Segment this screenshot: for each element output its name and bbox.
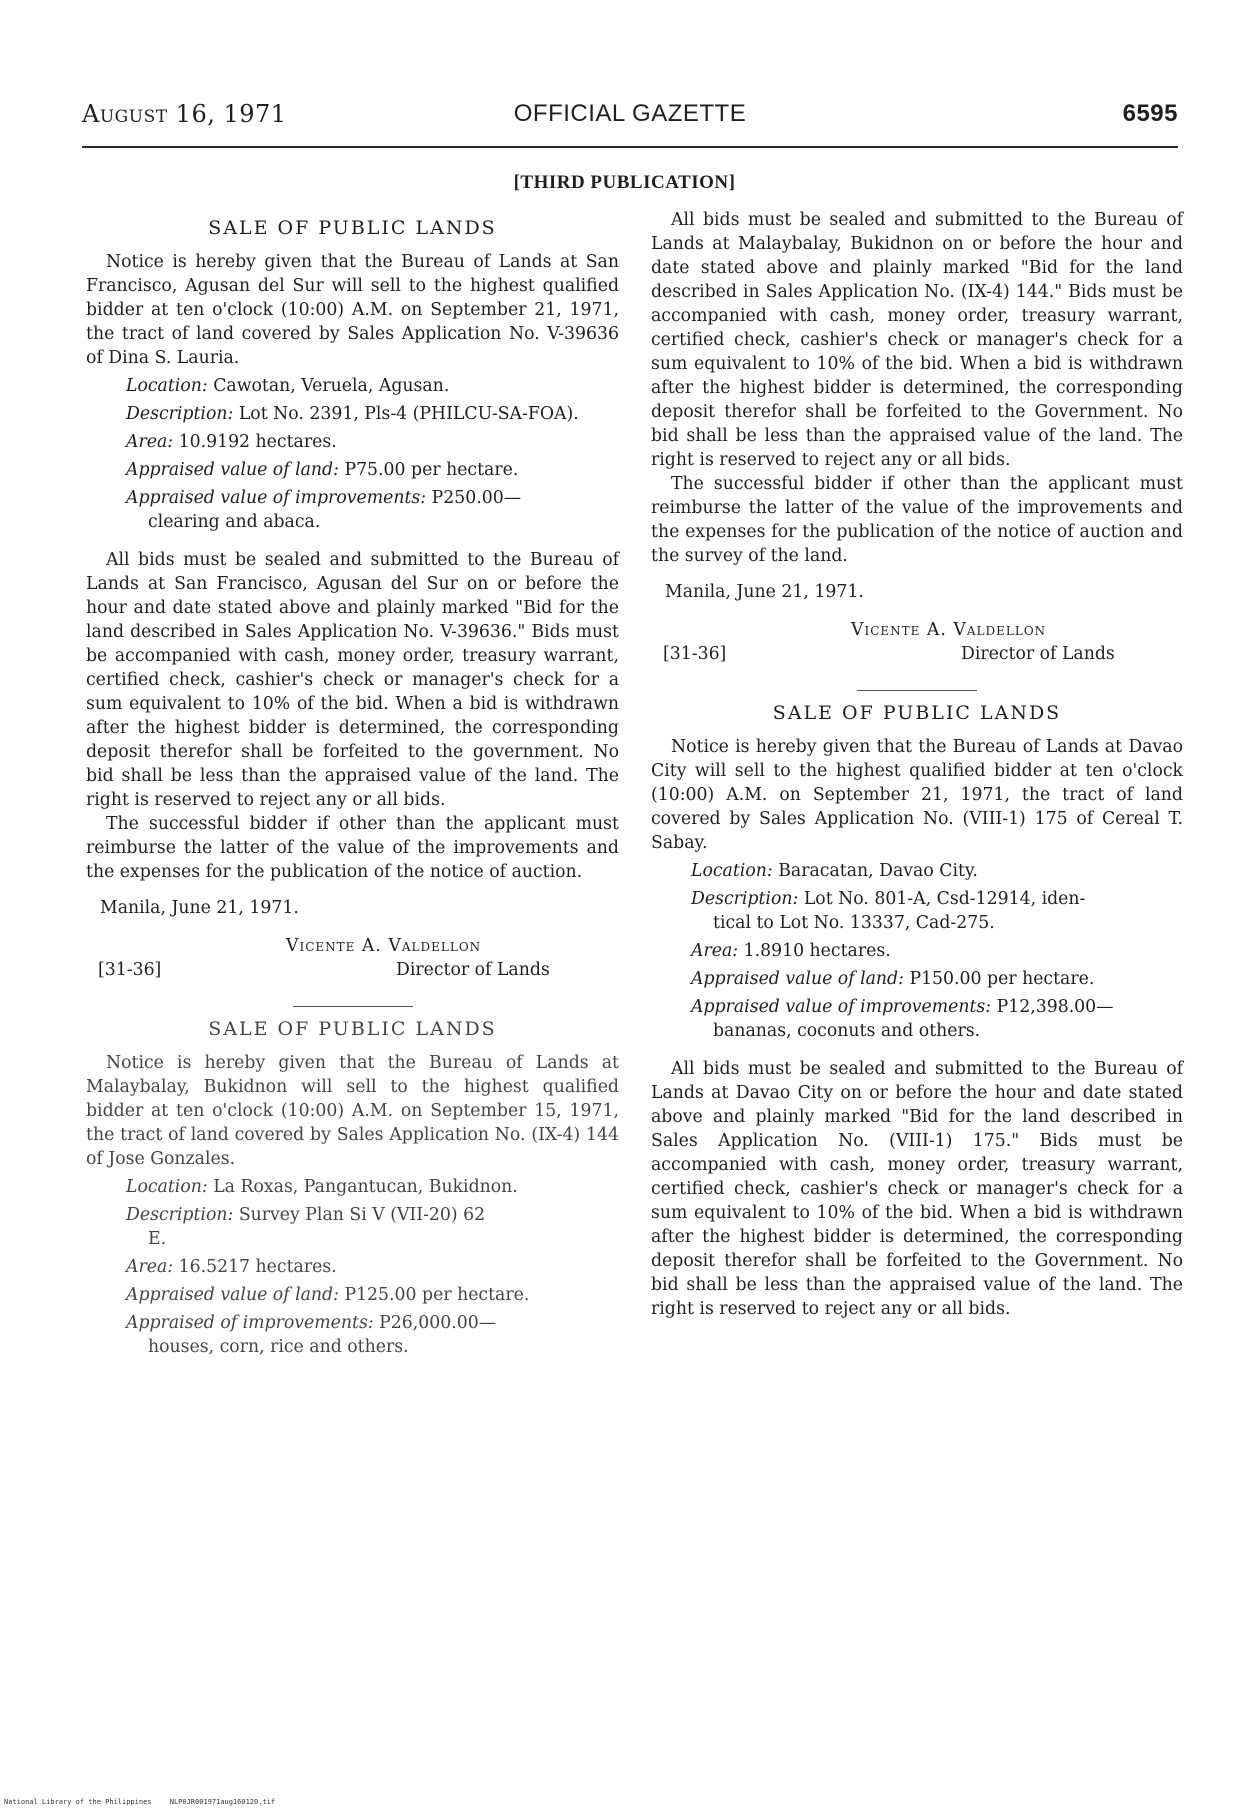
improvements-continued: bananas, coconuts and others. [713, 1021, 981, 1041]
issue-code: [31-36] [98, 960, 162, 980]
improvements-value: P250.00— [431, 488, 521, 508]
location-label: Location: [126, 376, 208, 396]
notice1-location [86, 374, 619, 398]
notice2-signature [651, 618, 1183, 676]
scan-footer [4, 1798, 289, 1806]
improvements-continued: clearing and abaca. [148, 512, 321, 532]
land-value: P150.00 per hectare. [909, 969, 1095, 989]
land-value: P125.00 per hectare. [344, 1285, 530, 1305]
signer-title: Director of Lands [396, 960, 550, 980]
description-value: Survey Plan Si V (VII-20) 62 [238, 1205, 486, 1225]
left-column [86, 208, 619, 1363]
location-value: La Roxas, Pangantucan, Bukidnon. [213, 1177, 518, 1197]
page-number: 6595 [1122, 100, 1178, 127]
notice2-body [86, 1017, 619, 1359]
notice2-location [86, 1175, 619, 1199]
description-continued: tical to Lot No. 13337, Cad-275. [713, 913, 995, 933]
notice1-signature [86, 934, 619, 992]
improvements-label: Appraised value of improvements: [126, 488, 427, 508]
notice2-land-value [86, 1283, 619, 1307]
notice1-bids: All bids must be sealed and submitted to the Bureau of Lands at San Francisco, Agusan del Sur on or before the hour and date stated above and plainly marked "Bid for the land described in Sales Application No. V-39636." Bids must be accompanied with cash, money order, treasury warrant, certified check, cashier's check or manager's check for a sum equivalent to 10% of the bid. When a bid is withdrawn after the highest bidder is determined, the corresponding deposit therefor shall be forfeited to the government. No bid shall be less than the appraised value of the land. The right is reserved to reject any or all bids. [86, 550, 619, 810]
notice1-area [86, 430, 619, 454]
location-value: Baracatan, Davao City. [778, 861, 978, 881]
publication-title: OFFICIAL GAZETTE [513, 100, 747, 127]
land-value-label: Appraised value of land: [126, 460, 339, 480]
notice3-description [651, 887, 1183, 935]
notice3-area [651, 939, 1183, 963]
notice3-intro: Notice is hereby given that the Bureau of Lands at Davao City will sell to the highest qualified bidder at ten o'clock (10:00) A.M. on September 21, 1971, the tract of land covered by Sales Application No. (VIII-1) 175 of Cereal T. Sabay. [651, 737, 1183, 853]
notice2-heading: SALE OF PUBLIC LANDS [208, 1018, 497, 1040]
page-header [82, 100, 1178, 134]
area-value: 10.9192 hectares. [178, 432, 337, 452]
issue-date: August 16, 1971 [82, 100, 287, 128]
signer-name: Vicente A. Valdellon [851, 620, 1047, 640]
improvements-label: Appraised value of improvements: [691, 997, 992, 1017]
issue-code: [31-36] [663, 644, 727, 664]
notice1-improvements [86, 486, 619, 534]
location-value: Cawotan, Veruela, Agusan. [213, 376, 450, 396]
notice1-land-value [86, 458, 619, 482]
location-label: Location: [691, 861, 773, 881]
improvements-value: P12,398.00— [996, 997, 1114, 1017]
notice1-heading: SALE OF PUBLIC LANDS [208, 217, 497, 239]
description-label: Description: [691, 889, 799, 909]
notice3-improvements [651, 995, 1183, 1043]
library-credit: National Library of the Philippines [4, 1798, 152, 1806]
land-value: P75.00 per hectare. [344, 460, 519, 480]
section-divider [293, 1006, 413, 1007]
notice2-description [86, 1203, 619, 1251]
notice1-place-date: Manila, June 21, 1971. [100, 898, 299, 918]
signer-name: Vicente A. Valdellon [286, 936, 482, 956]
description-value: Lot No. 801-A, Csd-12914, iden- [803, 889, 1086, 909]
land-value-label: Appraised value of land: [126, 1285, 339, 1305]
right-column [651, 208, 1183, 1321]
notice3-bids: All bids must be sealed and submitted to the Bureau of Lands at Davao City on or before the hour and date stated above and plainly marked "Bid for the land described in Sales Application No. (VIII-1) 175." Bids must be accompanied with cash, money order, treasury warrant, certified check, cashier's check or manager's check for a sum equivalent to 10% of the bid. When a bid is withdrawn after the highest bidder is determined, the corresponding deposit therefor shall be forfeited to the Government. No bid shall be less than the appraised value of the land. The right is reserved to reject any or all bids. [651, 1059, 1183, 1319]
notice1-reimburse: The successful bidder if other than the applicant must reimburse the latter of the value of the improvements and the expenses for the publication of the notice of auction. [86, 814, 619, 882]
notice2-reimburse: The successful bidder if other than the applicant must reimburse the latter of the value of the improvements and the expenses for the publication of the notice of auction and the survey of the land. [651, 474, 1183, 566]
improvements-continued: houses, corn, rice and others. [148, 1337, 409, 1357]
area-label: Area: [126, 1257, 174, 1277]
notice2-place-date: Manila, June 21, 1971. [665, 582, 864, 602]
publication-mark: [THIRD PUBLICATION] [513, 172, 736, 193]
description-value: Lot No. 2391, Pls-4 (PHILCU-SA-FOA). [238, 404, 579, 424]
description-label: Description: [126, 404, 234, 424]
notice3-land-value [651, 967, 1183, 991]
notice2-intro: Notice is hereby given that the Bureau of Lands at Malaybalay, Bukidnon will sell to the highest qualified bidder at ten o'clock (10:00) A.M. on September 15, 1971, the tract of land covered by Sales Application No. (IX-4) 144 of Jose Gonzales. [86, 1053, 619, 1169]
area-value: 1.8910 hectares. [743, 941, 891, 961]
header-rule [82, 146, 1178, 148]
description-continued: E. [148, 1229, 167, 1249]
improvements-label: Appraised of improvements: [126, 1313, 374, 1333]
notice2-bids: All bids must be sealed and submitted to the Bureau of Lands at Malaybalay, Bukidnon on or before the hour and date stated above and plainly marked "Bid for the land described in Sales Application No. (IX-4) 144." Bids must be accompanied with cash, money order, treasury warrant, certified check, cashier's check or manager's check for a sum equivalent to 10% of the bid. When a bid is withdrawn after the highest bidder is determined, the corresponding deposit therefor shall be forfeited to the Government. No bid shall be less than the appraised value of the land. The right is reserved to reject any or all bids. [651, 210, 1183, 470]
notice2-improvements [86, 1311, 619, 1359]
area-label: Area: [691, 941, 739, 961]
area-value: 16.5217 hectares. [178, 1257, 337, 1277]
signer-title: Director of Lands [961, 644, 1115, 664]
area-label: Area: [126, 432, 174, 452]
description-label: Description: [126, 1205, 234, 1225]
land-value-label: Appraised value of land: [691, 969, 904, 989]
scan-filename: NLP0JR001971aug160120.tif [169, 1798, 276, 1806]
notice1-description [86, 402, 619, 426]
location-label: Location: [126, 1177, 208, 1197]
section-divider [857, 690, 977, 691]
notice1-intro: Notice is hereby given that the Bureau of Lands at San Francisco, Agusan del Sur will sell to the highest qualified bidder at ten o'clock (10:00) A.M. on September 21, 1971, the tract of land covered by Sales Application No. V-39636 of Dina S. Lauria. [86, 252, 619, 368]
notice3-heading: SALE OF PUBLIC LANDS [772, 702, 1062, 724]
notice2-area [86, 1255, 619, 1279]
improvements-value: P26,000.00— [379, 1313, 497, 1333]
notice3-location [651, 859, 1183, 883]
